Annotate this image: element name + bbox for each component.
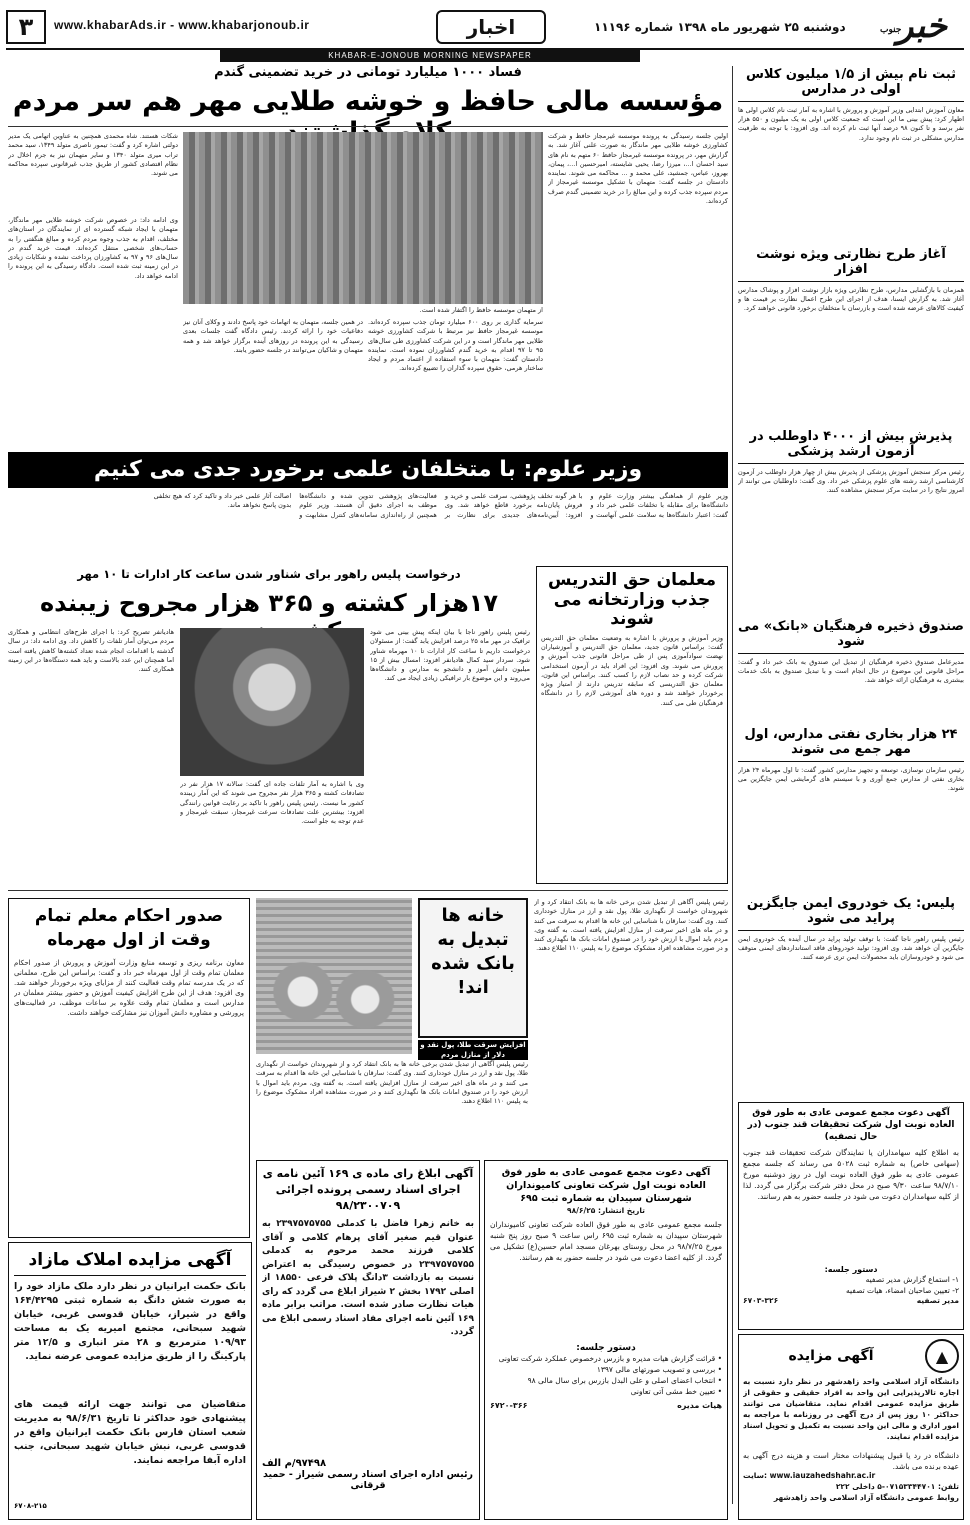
mid-rule: [8, 890, 728, 891]
houses-headline: خانه ها تبدیل به بانک شده اند!: [431, 905, 515, 998]
ad-agenda-item: ۱- استماع گزارش مدیر تصفیه: [865, 1275, 959, 1284]
sidebar-text: رئیس سازمان نوسازی، توسعه و تجهیز مدارس کشور گفت: تا اول مهرماه ۲۴ هزار بخاری نفتی از مدارس جمع آوری و با سیستم های گرمایشی ایمن جایگزین می شوند.: [738, 765, 964, 793]
ad-text: به خانم زهرا فاضل با کدملی ۲۳۹۷۵۷۵۷۵۵ به عنوان قیم صغیر آقای پرهام کلامی و آقای کلامی فرزند محمد مرحوم به کدملی ۲۳۹۷۵۷۵۷۵۵ در خصوص رسیدگی به اعتراض نسبت به بازداشت ۳دانگ پلاک فرعی ۱۸۵۵۰ از اصلی ۱۷۹۲ بخش ۲ شیراز ابلاغ می گردد که رای هیات نظارت صادر شده است. مراتب برابر ماده ۱۶۹ آئین نامه اجرای مفاد اسناد رسمی ابلاغ می گردد.: [262, 1219, 474, 1337]
ad-property-auction: [8, 1242, 252, 1520]
ad-assembly-trucks: [484, 1160, 728, 1520]
ad-signature: رئیس اداره اجرای اسناد رسمی شیراز - حمید قرقانی: [262, 1469, 474, 1491]
ad-text: بانک حکمت ایرانیان در نظر دارد ملک مازاد خود را به صورت شش دانگ به شماره ثبتی ۱۶۴/۴۲۹۵ واقع در شیراز، خیابان قدوسی غربی، خیابان شهید سبحانی، مجتمع امیریه یک به مساحت ۱۰۹/۹۳ مترمربع و ۲۸ متر انباری و ۱۲/۵ متر پارکینگ را از طریق مزایده عمومی عرضه نماید.: [14, 1281, 246, 1362]
ad-agenda-item: • انتخاب اعضای اصلی و علی البدل بازرس برای سال مالی ۹۸: [527, 1376, 722, 1385]
minister-text: وزیر علوم از هماهنگی بیشتر وزارت علوم و دانشگاه‌ها برای مقابله با تخلفات علمی خبر داد و گفت: اعتبار دانشگاه‌ها به سلامت علمی آنهاست و با هر گونه تخلف پژوهشی، سرقت علمی و خرید و فروش پایان‌نامه برخورد قاطع خواهد شد. وی افزود: آیین‌نامه‌های جدیدی برای نظارت بر فعالیت‌های پژوهشی تدوین شده و دانشگاه‌ها موظف به اجرای دقیق آن هستند. وزیر علوم همچنین از راه‌اندازی سامانه‌های کنترل مشابهت و اصالت آثار علمی خبر داد و تاکید کرد که هیچ تخلفی بدون پاسخ نخواهد ماند.: [153, 492, 728, 519]
houses-column-2: رئیس پلیس آگاهی از تبدیل شدن برخی خانه ها به بانک انتقاد کرد و از شهروندان خواست از نگهداری طلا، پول نقد و ارز در منازل خودداری کنند. وی گفت: سارقان با شناسایی این خانه ها اقدام به سرقت می کنند و در ماه های اخیر سرقت از منازل افزایش یافته است. به گفته وی، مردم باید اموال با ارزش خود را در صندوق امانات بانک ها نگهداری کنند و در صورت مشاهده افراد مشکوک موضوع را به پلیس ۱۱۰ اطلاع دهند.: [256, 1060, 528, 1106]
ad-agenda-title: دستور جلسه:: [824, 1265, 878, 1274]
ad-agenda-item: • قرائت گزارش هیات مدیره و بازرس درخصوص عملکرد شرکت تعاونی: [498, 1354, 722, 1363]
lead-column-5: وی ادامه داد: در خصوص شرکت خوشه طلایی مهر ماندگار، متهمان با ایجاد شبکه گسترده ای از نمایندگان در استان‌های مختلف، اقدام به جذب وجوه مردم کرده و مبالغ هنگفتی را به حساب‌های شخصی منتقل کرده‌اند. قیمت خرید گندم در سال‌های ۹۶ و ۹۷ به کشاورزان پرداخت نشده و شکایات زیادی در این زمینه ثبت شده است. دادگاه رسیدگی به این پرونده را ادامه خواهد داد.: [8, 216, 178, 280]
lead-photo: [183, 132, 543, 304]
sidebar-story-2: [738, 248, 964, 426]
ad-agenda-title: دستور جلسه:: [576, 1343, 636, 1353]
sidebar-headline: ثبت نام بیش از ۱/۵ میلیون کلاس اولی در مدارس: [738, 68, 964, 102]
lead-column-3: در همین جلسه، متهمان به اتهامات خود پاسخ دادند و وکلای آنان نیز دفاعیات خود را ارائه کردند. رئیس دادگاه گفت جلسات بعدی رسیدگی به این پرونده در روزهای آینده برگزار خواهد شد و همه متهمان و شاکیان می‌توانند در جلسه حضور یابند.: [183, 318, 363, 354]
ad-headline: آگهی مزایده: [788, 1348, 874, 1364]
sidebar-headline: ۲۴ هزار بخاری نفتی مدارس، اول مهر جمع می شوند: [738, 728, 964, 762]
teachers-story: [536, 566, 728, 884]
sidebar-text: همزمان با بازگشایی مدارس، طرح نظارتی ویژه بازار نوشت افزار و پوشاک مدارس آغاز شد. به گزارش ایسنا، هدف از اجرای این طرح اعمال نظارت بر قیمت ها و کیفیت کالاهای عرضه شده است و بازرسان با متخلفان برخورد قانونی خواهند کرد.: [738, 285, 964, 313]
ad-agenda-item: • تعیین خط مشی آتی تعاونی: [630, 1387, 722, 1396]
ad-phone: تلفن: ۰۷۱۵۳۳۴۴۷۰۱-۵ داخلی ۲۲۲: [835, 1482, 959, 1491]
ad-headline: آگهی دعوت مجمع عمومی عادی به طور فوق العاده نوبت اول شرکت تعاونی کامیونداران شهرستان سپیدان به شماره ثبت ۶۹۵: [501, 1167, 711, 1204]
police-chief-photo: [180, 628, 364, 776]
ad-code: ۶۷۲۰-۳۶۶: [490, 1401, 528, 1410]
sidebar-story-4: [738, 620, 964, 725]
ad-assembly-sugar: [738, 1102, 964, 1330]
ad-headline: آگهی دعوت مجمع عمومی عادی به طور فوق العاده نوبت اول شرکت تحقیقات قند جنوب (در حال تصفیه): [747, 1108, 955, 1142]
ad-cta: متقاضیان می توانند جهت ارائه قیمت های پیشنهادی خود حداکثر تا تاریخ ۹۸/۶/۳۱ به مدیریت شعب استان فارس بانک حکمت ایرانیان واقع در قدوسی غربی، نبش خیابان شهید سبحانی، جنب اداره آبفا مراجعه نمایند.: [14, 1399, 246, 1466]
lead-column-2: سرمایه گذاری بر روی ۶۰۰ میلیارد تومان جذب سپرده کرده‌اند. موسسه غیرمجاز حافظ نیز مرتبط با شرکت کشاورزی خوشه طلایی مهر ماندگار است و در این شرکت کشاورزی طی سال‌های ۹۵ تا ۹۷ اقدام به خرید گندم کشاورزان نموده است. نماینده دادستان گفت: متهمان با سوء استفاده از اعتماد مردم و ایجاد ساختار هرمی، حقوق سپرده گذاران را تضییع کرده‌اند.: [368, 318, 543, 373]
police-headline: ۱۷هزار کشته و ۳۶۵ هزار مجروح زیبنده: [39, 589, 498, 617]
logo-subtitle: جنوب: [880, 25, 902, 35]
teacher-rules-headline: صدور احکام معلم تمام وقت از اول مهرماه: [34, 906, 224, 950]
slogan: KHABAR-E-JONOUB MORNING NEWSPAPER: [220, 50, 640, 62]
teacher-rules-story: [8, 898, 250, 1238]
houses-subhead: افزایش سرقت طلا، پول نقد و دلار از منازل مردم: [418, 1040, 528, 1060]
university-logo-icon: ▲: [925, 1339, 959, 1373]
sidebar-text: معاون آموزش ابتدایی وزیر آموزش و پرورش با اشاره به آمار ثبت نام کلاس اولی ها اظهار کرد: پیش بینی ما این است که جمعیت کلاس اولی به یک میلیون و ۵۵۰ هزار نفر برسد و تا کنون ۹۸ درصد آنها ثبت نام کرده اند. وی افزود: با توجه به ظرفیت مدارس مشکلی در ثبت نام وجود ندارد.: [738, 105, 964, 142]
ad-text: دانشگاه آزاد اسلامی واحد زاهدشهر در نظر دارد نسبت به اجاره تالارپذیرایی این واحد به افراد حقیقی و حقوقی از طریق مزایده عمومی اقدام نماید. متقاضیان می توانند حداکثر ۱۰ روز پس از درج آگهی در روزنامه با مراجعه به امور اداری و مالی این واحد نسبت به تکمیل و تحویل اسناد مزایده اقدام نمایند.: [743, 1377, 959, 1441]
ad-legal-notice: [256, 1160, 480, 1520]
gold-coins-photo: [256, 898, 412, 1054]
police-column-3: هادیانفر تصریح کرد: با اجرای طرح‌های انتظامی و همکاری مردم می‌توان آمار تلفات را کاهش داد. وی ادامه داد: در سال گذشته با اقدامات انجام شده تعداد کشته‌ها کاهش یافته است اما همچنان این عدد بالاست و باید همه دستگاه‌ها در این زمینه همکاری کنند.: [8, 628, 174, 674]
ad-note: دانشگاه در رد یا قبول پیشنهادات مختار است و هزینه درج آگهی به عهده برنده می باشد.: [743, 1451, 959, 1470]
teachers-text: وزیر آموزش و پرورش با اشاره به وضعیت معلمان حق التدریس گفت: براساس قانون جدید، معلمان حق التدریس و آموزشیاران نهضت سوادآموزی پس از طی مراحل قانونی جذب آموزش و پرورش می شوند. وی افزود: این افراد باید در آزمون استخدامی شرکت کرده و حد نصاب لازم را کسب کنند. براساس این قانون، معلمان حق التدریسی که سابقه تدریس دارند از امتیاز ویژه برخوردار خواهند شد و دوره های آموزشی لازم را در دانشگاه فرهنگیان طی می کنند.: [541, 633, 723, 707]
ad-footer: روابط عمومی دانشگاه آزاد اسلامی واحد زاهدشهر: [773, 1493, 959, 1502]
date-issue: دوشنبه ۲۵ شهریور ماه ۱۳۹۸ شماره ۱۱۱۹۶: [594, 20, 846, 34]
ad-agenda-item: • بررسی و تصویب صورتهای مالی ۱۳۹۷: [596, 1365, 722, 1374]
ad-date: تاریخ انتشار: ۹۸/۶/۲۵: [567, 1206, 645, 1215]
sidebar-text: رئیس مرکز سنجش آموزش پزشکی از پذیرش بیش از چهار هزار داوطلب در آزمون کارشناسی ارشد رشته های علوم پزشکی خبر داد. وی گفت: داوطلبان می توانند از امروز نتایج را در سایت مرکز سنجش مشاهده کنند.: [738, 467, 964, 495]
lead-photo-caption: از متهمان موسسه حافظ را اگتفار شده است.: [419, 306, 543, 314]
houses-column-1: رئیس پلیس آگاهی از تبدیل شدن برخی خانه ها به بانک انتقاد کرد و از شهروندان خواست از نگهداری طلا، پول نقد و ارز در منازل خودداری کنند. وی گفت: سارقان با شناسایی این خانه ها اقدام به سرقت می کنند و در ماه های اخیر سرقت از منازل افزایش یافته است. به گفته وی، مردم باید اموال با ارزش خود را در صندوق امانات بانک ها نگهداری کنند و در صورت مشاهده افراد مشکوک موضوع را به پلیس ۱۱۰ اطلاع دهند.: [534, 898, 728, 953]
sidebar-headline: صندوق ذخیره فرهنگیان «بانک» می شود: [738, 620, 964, 654]
masthead: [6, 6, 964, 50]
police-column-1: رئیس پلیس راهور ناجا با بیان اینکه پیش بینی می شود ترافیک در مهر ماه ۲۵ درصد افزایش یابد گفت: از مسئولان درخواست داریم تا ساعت کار ادارات تا ۱۰ مهرماه شناور شود. سردار سید کمال هادیانفر افزود: امسال بیش از ۱۵ میلیون دانش آموز و دانشجو به مدارس و دانشگاه‌ها می‌روند و این موضوع بار ترافیکی زیادی ایجاد می کند.: [370, 628, 530, 683]
sidebar-headline: پلیس: یک خودروی ایمن جایگزین پراید می شود: [738, 897, 964, 931]
police-kicker: درخواست پلیس راهور برای شناور شدن ساعت کار ادارات تا ۱۰ مهر: [77, 567, 461, 581]
teachers-headline-1: معلمان حق التدریس: [548, 570, 716, 590]
teacher-rules-text: معاون برنامه ریزی و توسعه منابع وزارت آموزش و پرورش از صدور احکام معلمان تمام وقت از اول مهرماه خبر داد و گفت: براساس این طرح، معلمانی که در یک مدرسه تمام وقت فعالیت کنند از مزایای ویژه برخوردار خواهند شد. وی افزود: هدف از این طرح افزایش کیفیت آموزش و حضور بیشتر معلمان در مدارس است و معلمان تمام وقت علاوه بر ساعات موظف، در فعالیت‌های پرورشی و مشاوره دانش آموزان نیز مشارکت خواهند داشت.: [14, 959, 244, 1017]
minister-headline: وزیر علوم: با متخلفان علمی برخورد جدی می کنیم: [8, 452, 728, 488]
ad-signature: مدیر تصفیه: [916, 1296, 959, 1305]
sidebar-text: مدیرعامل صندوق ذخیره فرهنگیان از تبدیل این صندوق به بانک خبر داد و گفت: مراحل قانونی این موضوع در حال انجام است و با تبدیل صندوق به بانک خدمات بیشتری به فرهنگیان ارائه خواهد شد.: [738, 657, 964, 685]
website-links[interactable]: www.khabarAds.ir - www.khabarjonoub.ir: [54, 18, 310, 32]
sidebar-headline: پذیرش بیش از ۴۰۰۰ داوطلب در آزمون ارشد پزشکی: [738, 430, 964, 464]
section-label: اخبار: [436, 10, 546, 44]
lead-column-1: اولین جلسه رسیدگی به پرونده موسسه غیرمجاز حافظ و شرکت کشاورزی خوشه طلایی مهر ماندگار به صورت علنی آغاز شد. به گزارش مهر، در پرونده موسسه غیرمجاز حافظ ۶۰ متهم به نام های سید احسان ا...، میرزا رضا، یحیی شایسته، امیرحسین ا...، پیمان، بهروز، عباس، جمشید، علی محمد و ... محاکمه می شوند. نماینده دادستان در جلسه گفت: متهمان با تشکیل موسسه غیرمجاز از مردم سپرده جذب کرده و این مبالغ را در خرید تضمینی گندم صرف کرده‌اند.: [548, 132, 728, 206]
ad-text: جلسه مجمع عمومی عادی به طور فوق العاده شرکت تعاونی کامیونداران شهرستان سپیدان به شماره ثبت ۶۹۵ راس ساعت ۹ صبح روز پنج شنبه مورخ ۹۸/۷/۲۵ در محل روستای بهرغان مسجد امام حسین(ع) تشکیل می گردد. از کلیه اعضا دعوت می شود در جلسه حضور به هم رسانند.: [490, 1220, 722, 1262]
lead-column-4: شکات هستند. شاه محمدی همچنین به عناوین اتهامی یک مدیر دولتی اشاره کرد و گفت: تیمور ناصری متولد ۱۳۴۹، سید محمد تراب میری متولد ۱۳۴۰ و سایر متهمان نیز به جرم اخلال در نظام اقتصادی کشور از طریق جذب غیرقانونی سپرده محاکمه می شوند.: [8, 132, 178, 178]
ad-code: ۶۷۰۳-۳۲۶: [743, 1296, 779, 1305]
ad-university-auction: [738, 1334, 964, 1520]
newspaper-logo: [876, 6, 968, 50]
sidebar-story-3: [738, 430, 964, 615]
houses-box: [418, 898, 528, 1038]
sidebar-divider: [732, 66, 733, 1504]
ad-signature: هیات مدیره: [677, 1401, 722, 1410]
police-column-2: وی با اشاره به آمار تلفات جاده ای گفت: سالانه ۱۷ هزار نفر در تصادفات کشته و ۳۶۵ هزار نفر مجروح می شوند که این آمار زیبنده کشور ما نیست. رئیس پلیس راهور با تاکید بر رعایت قوانین رانندگی افزود: بیشترین علت تصادفات سرعت غیرمجاز، سبقت غیرمجاز و عدم توجه به جلو است.: [180, 780, 364, 826]
ad-headline: آگهی مزایده املاک مازاد: [14, 1248, 246, 1276]
lead-kicker: فساد ۱۰۰۰ میلیارد تومانی در خرید تضمینی گندم: [214, 65, 522, 80]
lead-rule: [8, 126, 728, 127]
sidebar-story-5: [738, 728, 964, 893]
ad-headline: آگهی ابلاغ رای ماده ی ۱۶۹ آئین نامه ی اجرای اسناد رسمی پرونده اجرائی ۹۸/۲۳۰۰۷۰۹: [262, 1167, 474, 1212]
teachers-headline-2: جذب وزارتخانه می شوند: [553, 589, 711, 630]
page-number: ۳: [6, 10, 46, 44]
logo-text: خبر: [896, 6, 948, 46]
sidebar-text: رئیس پلیس راهور ناجا گفت: با توقف تولید پراید در سال آینده یک خودروی ایمن جایگزین آن خواهد شد. وی افزود: تولید خودروهای فاقد استانداردهای ایمنی متوقف می شود و خودروسازان باید محصولات ایمن تری عرضه کنند.: [738, 934, 964, 962]
ad-code: ۶۷۰۸-۲۱۵: [14, 1502, 47, 1510]
ad-code: ۹۷۴۹۸/م الف: [262, 1458, 327, 1469]
sidebar-story-1: [738, 68, 964, 243]
ad-agenda-item: ۲- تعیین صاحبان امضاء، هیات تصفیه: [845, 1286, 959, 1295]
ad-text: به اطلاع کلیه سهامداران یا نمایندگان شرکت تحقیقات قند جنوب (سهامی خاص) به شماره ثبت ۵۰۲۸ می رساند که جلسه مجمع عمومی عادی به طور فوق العاده نوبت اول در روز دوشنبه مورخ ۹۸/۷/۱۰ ساعت ۹/۳۰ صبح در محل دفتر شرکت برگزار می گردد. لذا از کلیه سهامداران دعوت می شود در جلسه حضور به هم رسانند.: [743, 1148, 959, 1201]
lead-headline: مؤسسه مالی حافظ و خوشه طلایی مهر هم سر مردم: [12, 86, 724, 117]
sidebar-headline: آغاز طرح نظارتی ویژه نوشت افزار: [738, 248, 964, 282]
ad-site[interactable]: سایت: www.iauzahedshahr.ac.ir: [743, 1471, 876, 1480]
sidebar-story-6: [738, 897, 964, 1097]
